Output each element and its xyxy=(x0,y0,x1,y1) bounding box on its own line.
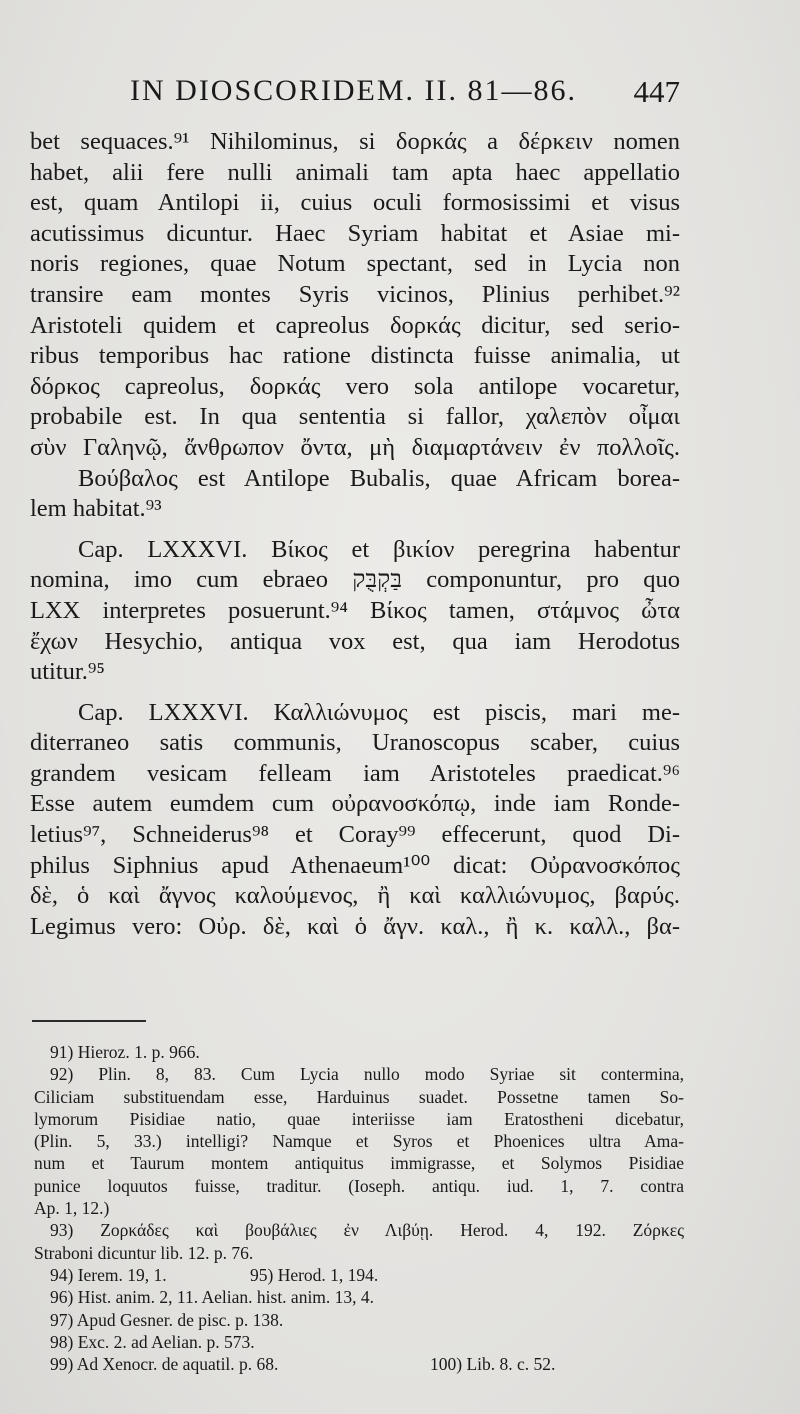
footnote-row xyxy=(34,1354,684,1376)
footnote-96: 96) Hist. anim. 2, 11. Aelian. hist. anim. 13, 4. xyxy=(50,1287,375,1308)
text-line: δόρκος capreolus, δορκάς vero sola antilope vocaretur, xyxy=(30,372,680,400)
footnote-line: Straboni dicuntur lib. 12. p. 76. xyxy=(34,1242,254,1263)
paragraph-start-line: Cap. LXXXVI. Καλλιώνυμος est piscis, mari me- xyxy=(78,698,680,726)
footnote-94: 94) Ierem. 19, 1. xyxy=(50,1264,167,1285)
text-line: Aristoteli quidem et capreolus δορκάς dicitur, sed serio- xyxy=(30,311,680,339)
text-line: acutissimus dicuntur. Haec Syriam habitat et Asiae mi- xyxy=(30,219,680,247)
footnote-line: (Plin. 5, 33.) intelligi? Namque et Syros et Phoenices ultra Ama- xyxy=(34,1131,684,1152)
text-line: ribus temporibus hac ratione distincta fuisse animalia, ut xyxy=(30,342,680,370)
text-line: lem habitat.⁹³ xyxy=(30,495,162,523)
footnote-line: Ciliciam substituendam esse, Harduinus suadet. Possetne tamen So- xyxy=(34,1086,684,1107)
text-line: grandem vesicam felleam iam Aristoteles praedicat.⁹⁶ xyxy=(30,759,680,787)
text-line: bet sequaces.⁹¹ Nihilominus, si δορκάς a δέρκειν nomen xyxy=(30,128,680,155)
text-line: δὲ, ὁ καὶ ἄγνος καλούμενος, ἢ καὶ καλλιώνυμος, βαρύς. xyxy=(30,882,680,910)
footnotes xyxy=(34,1042,684,1376)
text-line: σὺν Γαληνῷ, ἄνθρωπον ὄντα, μὴ διαμαρτάνειν ἐν πολλοῖς. xyxy=(30,433,680,461)
text-line: LXX interpretes posuerunt.⁹⁴ Βίκος tamen, στάμνος ὦτα xyxy=(30,596,680,624)
text-line: noris regiones, quae Notum spectant, sed in Lycia non xyxy=(30,250,680,278)
text-line: Esse autem eumdem cum οὐρανοσκόπῳ, inde iam Ronde- xyxy=(30,790,680,818)
text-line: letius⁹⁷, Schneiderus⁹⁸ et Coray⁹⁹ effecerunt, quod Di- xyxy=(30,821,680,849)
footnote-93: 93) Ζορκάδες καὶ βουβάλιες ἐν Λιβύῃ. Herod. 4, 192. Ζόρκες xyxy=(50,1220,684,1241)
paragraph-gap xyxy=(30,525,680,535)
main-text xyxy=(30,127,680,942)
footnote-100: 100) Lib. 8. c. 52. xyxy=(430,1354,556,1375)
paragraph-start-line: Cap. LXXXVI. Βίκος et βικίον peregrina habentur xyxy=(78,535,680,563)
footnote-rule xyxy=(32,1020,146,1022)
paragraph-start-line: Βούβαλος est Antilope Bubalis, quae Africam borea- xyxy=(78,464,680,492)
text-line: philus Siphnius apud Athenaeum¹⁰⁰ dicat: Οὐρανοσκόπος xyxy=(30,851,680,879)
footnote-line: num et Taurum montem antiquitus immigrasse, et Solymos Pisidiae xyxy=(34,1153,684,1174)
footnote-97: 97) Apud Gesner. de pisc. p. 138. xyxy=(50,1309,284,1330)
text-line: habet, alii fere nulli animali tam apta haec appellatio xyxy=(30,158,680,186)
text-line: nomina, imo cum ebraeo בַּקְבֻּק componuntur, pro quo xyxy=(30,566,680,594)
footnote-line: Ap. 1, 12.) xyxy=(34,1198,110,1219)
paragraph-gap xyxy=(30,688,680,698)
text-line: utitur.⁹⁵ xyxy=(30,658,105,686)
text-line: est, quam Antilopi ii, cuius oculi formosissimi et visus xyxy=(30,189,680,217)
footnote-98: 98) Exc. 2. ad Aelian. p. 573. xyxy=(50,1331,255,1352)
page-number: 447 xyxy=(633,74,680,109)
running-header xyxy=(130,74,680,114)
text-line: ἔχων Hesychio, antiqua vox est, qua iam Herodotus xyxy=(30,627,680,655)
footnote-91: 91) Hieroz. 1. p. 966. xyxy=(50,1042,200,1062)
text-line: Legimus vero: Οὐρ. δὲ, καὶ ὁ ἄγν. καλ., ἢ κ. καλλ., βα- xyxy=(30,912,680,940)
text-line: probabile est. In qua sententia si fallor, χαλεπὸν οἶμαι xyxy=(30,403,680,431)
footnote-92: 92) Plin. 8, 83. Cum Lycia nullo modo Syriae sit contermina, xyxy=(50,1064,684,1085)
text-line: transire eam montes Syris vicinos, Plinius perhibet.⁹² xyxy=(30,280,680,308)
footnote-99: 99) Ad Xenocr. de aquatil. p. 68. xyxy=(50,1354,279,1375)
footnote-line: punice loquutos fuisse, traditur. (Ioseph. antiqu. iud. 1, 7. contra xyxy=(34,1175,684,1196)
text-line: diterraneo satis communis, Uranoscopus scaber, cuius xyxy=(30,729,680,757)
running-title: IN DIOSCORIDEM. II. 81—86. xyxy=(130,74,577,107)
footnote-row xyxy=(34,1265,684,1287)
footnote-line: lymorum Pisidiae natio, quae interiisse iam Eratostheni dicebatur, xyxy=(34,1108,684,1129)
footnote-95: 95) Herod. 1, 194. xyxy=(250,1264,379,1285)
